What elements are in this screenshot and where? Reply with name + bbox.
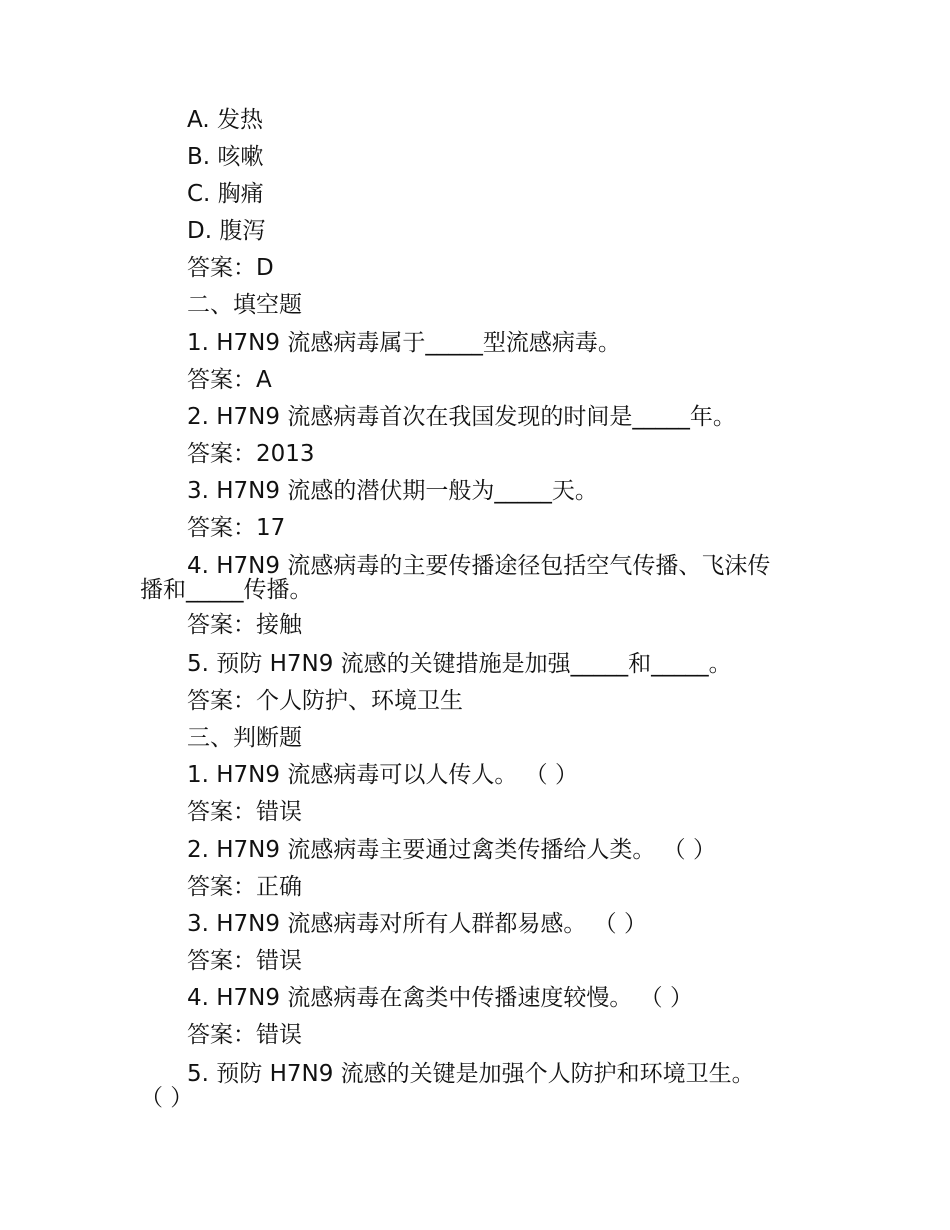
judge-question-1: 1. H7N9 流感病毒可以人传人。 （ ） [187,762,578,788]
fill-question-4-line-2: 播和_____传播。 [140,577,313,603]
fill-question-2: 2. H7N9 流感病毒首次在我国发现的时间是_____年。 [187,404,736,430]
fill-answer-3: 答案：17 [187,515,286,541]
option-c: C. 胸痛 [187,181,264,207]
option-b: B. 咳嗽 [187,144,264,170]
judge-question-5-line-2: （ ） [140,1085,194,1111]
fill-question-5: 5. 预防 H7N9 流感的关键措施是加强_____和_____。 [187,651,732,677]
fill-question-4-line-1: 4. H7N9 流感病毒的主要传播途径包括空气传播、飞沫传 [187,553,771,579]
fill-answer-1: 答案：A [187,367,272,393]
judge-answer-4: 答案：错误 [187,1022,302,1048]
option-d: D. 腹泻 [187,218,266,244]
fill-question-1: 1. H7N9 流感病毒属于_____型流感病毒。 [187,330,621,356]
fill-question-3: 3. H7N9 流感的潜伏期一般为_____天。 [187,478,598,504]
judge-question-2: 2. H7N9 流感病毒主要通过禽类传播给人类。 （ ） [187,837,716,863]
judge-answer-2: 答案：正确 [187,874,302,900]
judge-question-3: 3. H7N9 流感病毒对所有人群都易感。 （ ） [187,911,647,937]
judge-question-5-line-1: 5. 预防 H7N9 流感的关键是加强个人防护和环境卫生。 [187,1061,755,1087]
judge-question-4: 4. H7N9 流感病毒在禽类中传播速度较慢。 （ ） [187,985,693,1011]
judge-section-heading: 三、判断题 [187,725,302,751]
fill-section-heading: 二、填空题 [187,292,302,318]
fill-answer-5: 答案：个人防护、环境卫生 [187,688,463,714]
fill-answer-4: 答案：接触 [187,612,302,638]
choice-answer: 答案：D [187,255,274,281]
judge-answer-3: 答案：错误 [187,948,302,974]
option-a: A. 发热 [187,107,263,133]
judge-answer-1: 答案：错误 [187,799,302,825]
fill-answer-2: 答案：2013 [187,441,315,467]
